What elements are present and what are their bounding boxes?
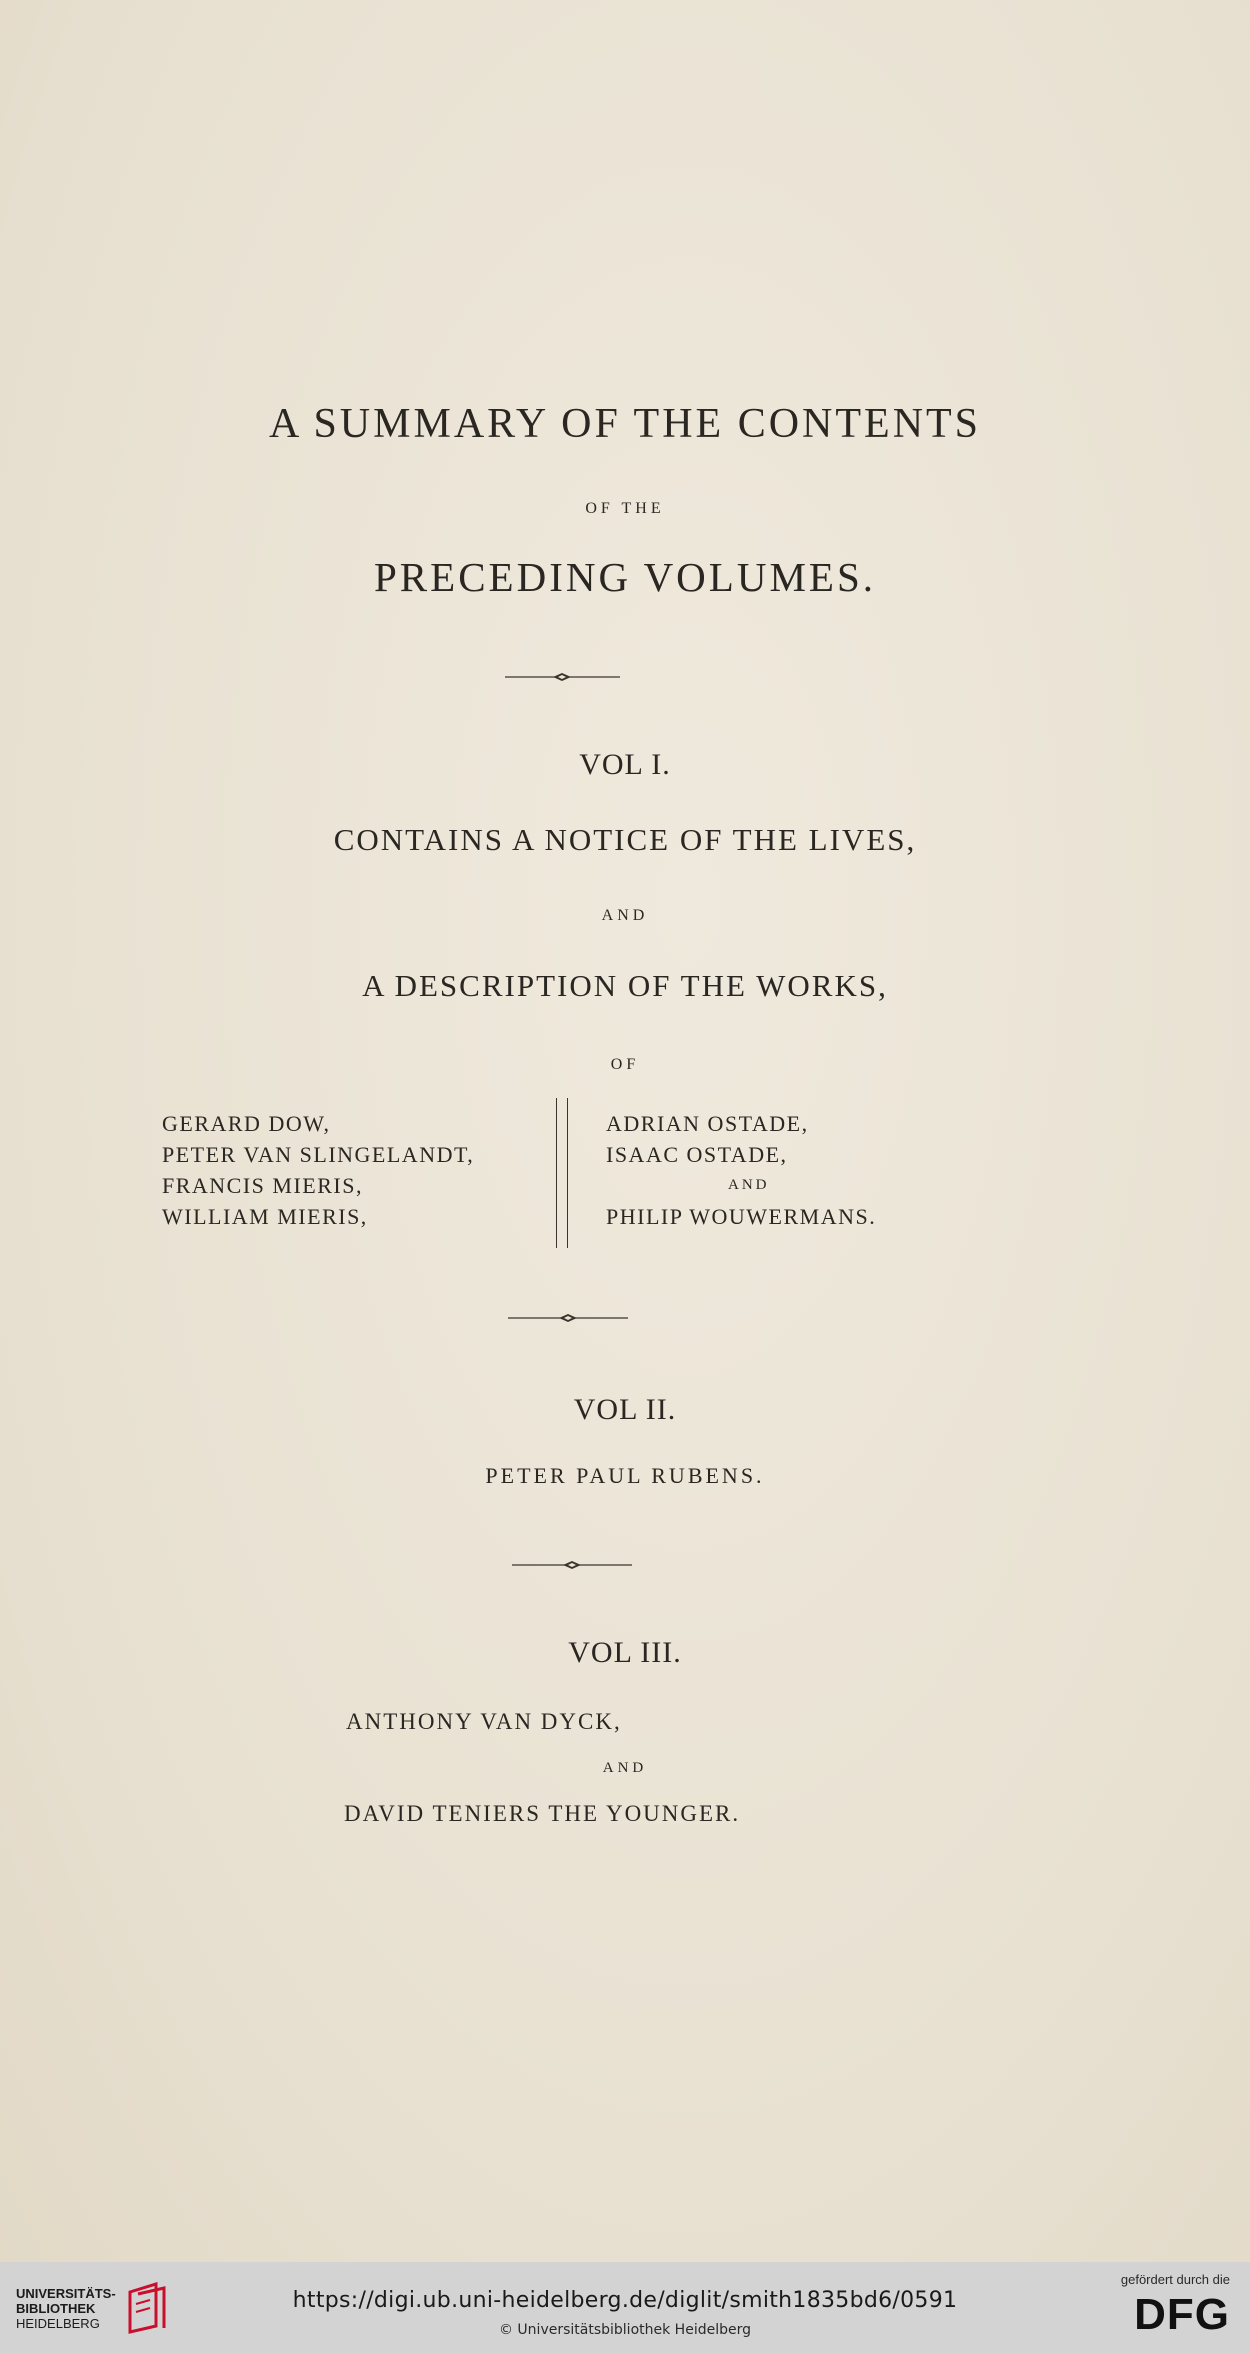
copyright-text: © Universitätsbibliothek Heidelberg	[498, 2322, 751, 2338]
title-line-2: PRECEDING VOLUMES.	[374, 554, 876, 600]
ornamental-rule-3	[512, 1559, 632, 1571]
vol-1-heading: VOL I.	[579, 748, 671, 781]
left-name: WILLIAM MIERIS,	[162, 1204, 368, 1229]
left-name: GERARD DOW,	[162, 1111, 331, 1136]
vol-3-and: AND	[602, 1760, 648, 1776]
title-of-the: OF THE	[585, 500, 665, 517]
vol-3-line-1: ANTHONY VAN DYCK,	[346, 1709, 622, 1734]
right-name: PHILIP WOUWERMANS.	[606, 1204, 877, 1229]
left-name: FRANCIS MIERIS,	[162, 1173, 363, 1198]
vol-1-right-names	[606, 1108, 876, 1232]
bleed-through-texture	[0, 265, 1250, 305]
vol-3-line-2: DAVID TENIERS THE YOUNGER.	[344, 1801, 741, 1826]
vol-1-of: OF	[610, 1056, 640, 1073]
vol-3-heading: VOL III.	[568, 1636, 682, 1669]
double-vertical-divider	[556, 1098, 568, 1248]
logo-line: HEIDELBERG	[16, 2316, 100, 2331]
dfg-logo[interactable]: DFG	[1134, 2290, 1230, 2339]
left-name: PETER VAN SLINGELANDT,	[162, 1142, 475, 1167]
ornamental-rule-2	[508, 1312, 628, 1324]
vol-1-line-1: CONTAINS A NOTICE OF THE LIVES,	[333, 822, 917, 857]
permalink-url[interactable]: https://digi.ub.uni-heidelberg.de/diglit/smith1835bd6/0591	[292, 2288, 958, 2313]
title-line-1: A SUMMARY OF THE CONTENTS	[268, 401, 982, 447]
vol-2-content: PETER PAUL RUBENS.	[485, 1463, 765, 1488]
vol-1-left-names	[162, 1108, 474, 1232]
ornamental-rule-1	[505, 671, 620, 683]
vol-1-and: AND	[601, 907, 649, 924]
right-name: ISAAC OSTADE,	[606, 1142, 788, 1167]
right-name: ADRIAN OSTADE,	[606, 1111, 809, 1136]
footer-bar	[0, 2262, 1250, 2353]
logo-line: BIBLIOTHEK	[16, 2301, 96, 2316]
right-and: AND	[728, 1177, 770, 1193]
logo-line: UNIVERSITÄTS-	[16, 2286, 116, 2301]
funder-label: gefördert durch die	[1120, 2272, 1230, 2287]
vol-2-heading: VOL II.	[573, 1393, 677, 1426]
vol-1-line-2: A DESCRIPTION OF THE WORKS,	[362, 968, 888, 1003]
